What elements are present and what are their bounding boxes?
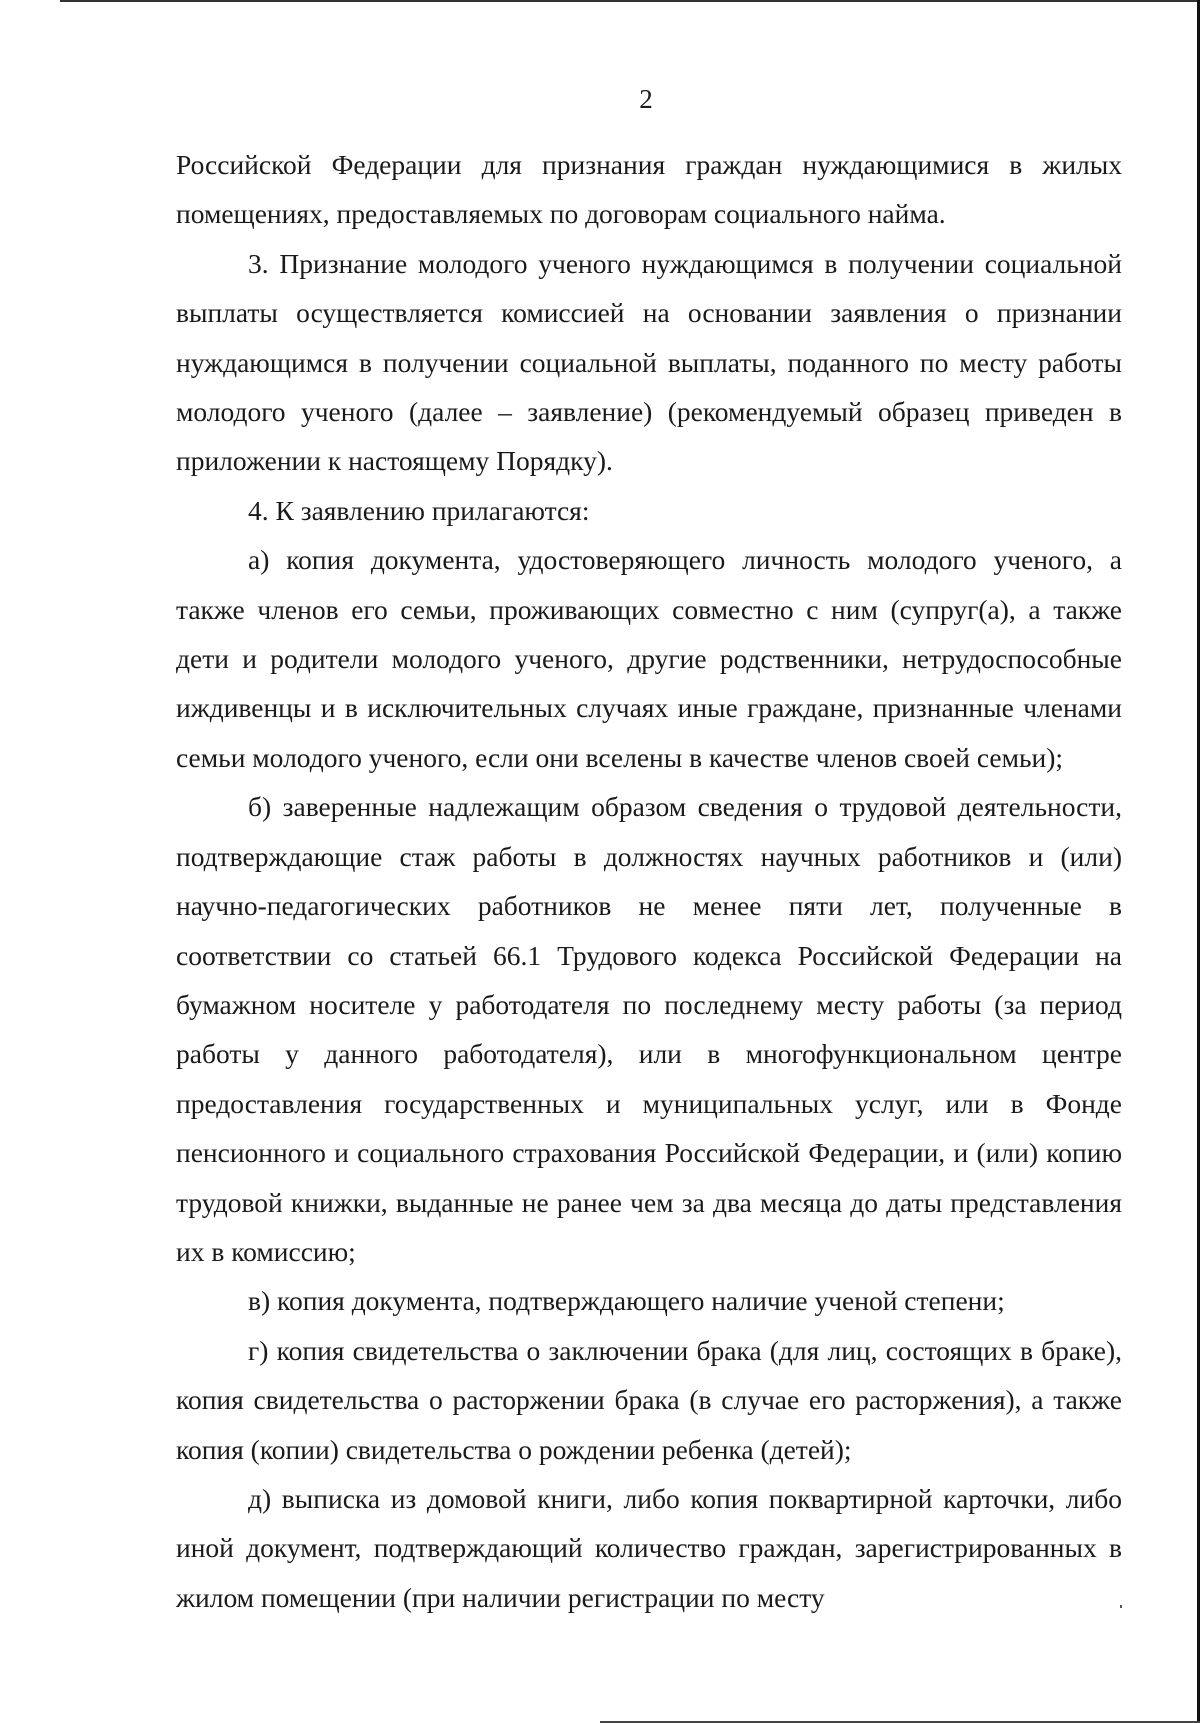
paragraph-subitem-g: г) копия свидетельства о заключении брака (для лиц, состоящих в браке), копия свидетельства о расторжении брака (в случае его расторжения), а также копия (копии) свидетельства о рождении ребенка (детей); xyxy=(176,1334,1122,1465)
paragraph-subitem-v: в) копия документа, подтверждающего наличие ученой степени; xyxy=(248,1285,1005,1317)
document-body xyxy=(176,140,1122,1622)
paragraph-item-3: 3. Признание молодого ученого нуждающимся в получении социальной выплаты осуществляется комиссией на основании заявления о признании нуждающимся в получении социальной выплаты, поданного по месту работы молодого ученого (далее – заявление) (рекомендуемый образец приведен в приложении к настоящему Порядку). xyxy=(176,247,1122,477)
scan-speck xyxy=(1120,1605,1122,1608)
paragraph-subitem-b: б) заверенные надлежащим образом сведения о трудовой деятельности, подтверждающие стаж работы в должностях научных работников и (или) научно-педагогических работников не менее пяти лет, полученные в соответствии со статьей 66.1 Трудового кодекса Российской Федерации на бумажном носителе у работодателя по последнему месту работы (за период работы у данного работодателя), или в многофункциональном центре предоставления государственных и муниципальных услуг, или в Фонде пенсионного и социального страхования Российской Федерации, и (или) копию трудовой книжки, выданные не ранее чем за два месяца до даты представления их в комиссию; xyxy=(176,791,1122,1267)
paragraph-subitem-a: а) копия документа, удостоверяющего личность молодого ученого, а также членов его семьи, проживающих совместно с ним (супруг(а), а также дети и родители молодого ученого, другие родственники, нетрудоспособные иждивенцы и в исключительных случаях иные граждане, признанные членами семьи молодого ученого, если они вселены в качестве членов своей семьи); xyxy=(176,544,1122,773)
paragraph-subitem-d: д) выписка из домовой книги, либо копия поквартирной карточки, либо иной документ, подтверждающий количество граждан, зарегистрированных в жилом помещении (при наличии регистрации по месту xyxy=(176,1482,1122,1613)
page-number: 2 xyxy=(639,84,653,114)
paragraph-item-4: 4. К заявлению прилагаются: xyxy=(248,494,590,526)
scan-edge-top xyxy=(60,0,1200,2)
paragraph-continuation: Российской Федерации для признания граждан нуждающимися в жилых помещениях, предоставляемых по договорам социального найма. xyxy=(176,149,1122,230)
